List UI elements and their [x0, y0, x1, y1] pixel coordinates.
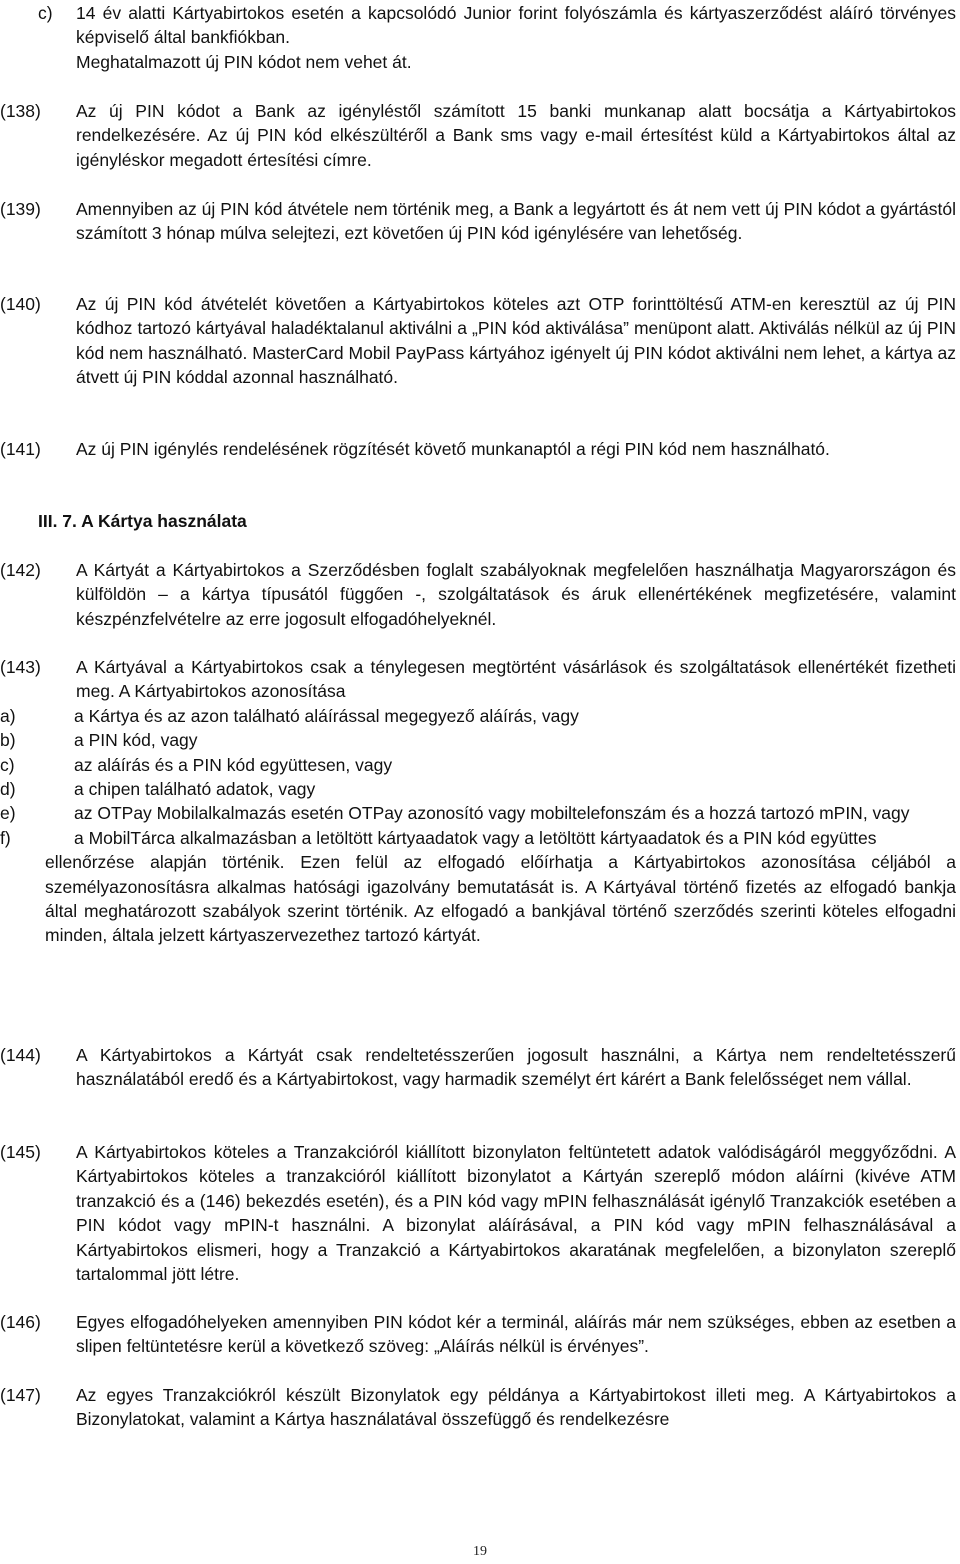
- item-label: a): [0, 705, 16, 726]
- item-note: Meghatalmazott új PIN kódot nem vehet át.: [76, 51, 412, 72]
- section-heading: III. 7. A Kártya használata: [38, 511, 247, 531]
- item-c-top: [38, 1, 956, 74]
- item-text: 14 év alatti Kártyabirtokos esetén a kapcsolódó Junior forint folyószámla és kártyaszerződést aláíró törvényes képviselő által bankfiókban.: [76, 3, 956, 48]
- list-item: [0, 777, 956, 801]
- sub-item-list: [0, 704, 956, 850]
- paragraph-number: (140): [0, 294, 41, 314]
- paragraph-146: [0, 1310, 956, 1359]
- paragraph-number: (138): [0, 101, 41, 121]
- paragraph-138: [0, 99, 956, 172]
- list-item: [0, 704, 956, 728]
- paragraph-text: Az egyes Tranzakciókról készült Bizonylatok egy példánya a Kártyabirtokost illeti meg. A Kártyabirtokos a Bizonylatokat, valamint a Kártya használatával összefüggő és rendelkezésre: [76, 1385, 956, 1430]
- paragraph-number: (146): [0, 1312, 41, 1332]
- list-item: [0, 728, 956, 752]
- paragraph-number: (143): [0, 657, 41, 677]
- paragraph-143: [0, 655, 956, 948]
- paragraph-number: (144): [0, 1045, 41, 1065]
- item-text: az OTPay Mobilalkalmazás esetén OTPay azonosító vagy mobiltelefonszám és a hozzá tartozó mPIN, vagy: [74, 803, 910, 824]
- item-text: az aláírás és a PIN kód együttesen, vagy: [74, 754, 393, 775]
- item-label: b): [0, 730, 16, 751]
- paragraph-text: A Kártyát a Kártyabirtokos a Szerződésben foglalt szabályoknak megfelelően használhatja Magyarországon és külföldön – a kártya típusától függően -, szolgáltatások és áruk ellenértékének megfizetésére, valamint készpénzfelvételre az erre jogosult elfogadóhelyeknél.: [76, 560, 956, 629]
- paragraph-text: A Kártyabirtokos a Kártyát csak rendeltetésszerűen jogosult használni, a Kártya nem rendeltetésszerű használatából eredő és a Kártyabirtokost, vagy harmadik személyt ért kárért a Bank felelősséget nem vállal.: [76, 1045, 956, 1090]
- paragraph-144: [0, 1043, 956, 1092]
- paragraph-number: (145): [0, 1142, 41, 1162]
- item-label: c): [0, 754, 15, 775]
- paragraph-text: A Kártyabirtokos köteles a Tranzakcióról kiállított bizonylaton feltüntetett adatok valódiságáról meggyőződni. A Kártyabirtokos köteles a tranzakcióról kiállított bizonylatot a Kártyán szereplő módon aláírni (kivéve ATM tranzakció és a (146) bekezdés esetén), és a PIN kód vagy mPIN felhasználását igénylő Tranzakciók esetében a PIN kódot vagy mPIN-t használni. A bizonylat aláírásával, a PIN kód vagy mPIN felhasználásával a Kártyabirtokos elismeri, hogy a Tranzakció a Kártyabirtokos akaratának megfelelően, a bizonylaton szereplő tartalommal jött létre.: [76, 1142, 956, 1285]
- item-text: a Kártya és az azon található aláírással megegyező aláírás, vagy: [74, 705, 579, 726]
- paragraph-140: [0, 292, 956, 390]
- paragraph-text: Egyes elfogadóhelyeken amennyiben PIN kódot kér a terminál, aláírás már nem szükséges, ebben az esetben a slipen feltüntetésre kerül a következő szöveg: „Aláírás nélkül is érvényes”.: [76, 1312, 956, 1357]
- paragraph-text: Az új PIN kódot a Bank az igényléstől számított 15 banki munkanap alatt bocsátja a Kártyabirtokos rendelkezésére. Az új PIN kód elkészültéről a Bank sms vagy e-mail értesítést küld a Kártyabirtokos által az igényléskor megadott értesítési címre.: [76, 101, 956, 170]
- paragraph-147: [0, 1383, 956, 1432]
- paragraph-142: [0, 558, 956, 631]
- paragraph-145: [0, 1140, 956, 1286]
- list-item: [0, 826, 956, 850]
- paragraph-141: [0, 437, 956, 461]
- paragraph-number: (141): [0, 439, 41, 459]
- item-label: d): [0, 779, 16, 800]
- paragraph-text: Az új PIN kód átvételét követően a Kártyabirtokos köteles azt OTP forinttöltésű ATM-en keresztül az új PIN kódhoz tartozó kártyával haladéktalanul aktiválni a „PIN kód aktiválása” menüpont alatt. Aktiválás nélkül az új PIN kód nem használható. MasterCard Mobil PayPass kártyához igényelt új PIN kódot aktiválni nem lehet, a kártya az átvett új PIN kóddal azonnal használható.: [76, 294, 956, 388]
- item-text: a PIN kód, vagy: [74, 730, 198, 751]
- item-text: a chipen található adatok, vagy: [74, 779, 316, 800]
- item-label: e): [0, 803, 16, 824]
- paragraph-text: Amennyiben az új PIN kód átvétele nem történik meg, a Bank a legyártott és át nem vett új PIN kódot a gyártástól számított 3 hónap múlva selejtezi, ezt követően új PIN kód igénylésére van lehetőség.: [76, 199, 956, 244]
- page-number: 19: [473, 1544, 487, 1559]
- list-item: [0, 801, 956, 825]
- paragraph-text: Az új PIN igénylés rendelésének rögzítését követő munkanaptól a régi PIN kód nem használható.: [76, 439, 830, 459]
- paragraph-number: (139): [0, 199, 41, 219]
- paragraph-number: (147): [0, 1385, 41, 1405]
- paragraph-text: A Kártyával a Kártyabirtokos csak a ténylegesen megtörtént vásárlások és szolgáltatások ellenértékét fizetheti meg. A Kártyabirtokos azonosítása: [76, 657, 956, 702]
- item-text: a MobilTárca alkalmazásban a letöltött kártyaadatok vagy a letöltött kártyaadatok és a PIN kód együttes: [74, 827, 877, 848]
- paragraph-continuation: ellenőrzése alapján történik. Ezen felül az elfogadó előírhatja a Kártyabirtokos azonosítása céljából a személyazonosításra alkalmas hatósági igazolvány bemutatását is. A Kártyával történő fizetés az elfogadó bankja által meghatározott szabályok szerint történik. Az elfogadó a bankjával történő szerződés szerinti köteles elfogadni minden, általa jelzett kártyaszervezethez tartozó kártyát.: [45, 852, 956, 946]
- item-label: f): [0, 827, 11, 848]
- item-label: c): [38, 3, 53, 23]
- paragraph-number: (142): [0, 560, 41, 580]
- paragraph-139: [0, 197, 956, 246]
- list-item: [0, 753, 956, 777]
